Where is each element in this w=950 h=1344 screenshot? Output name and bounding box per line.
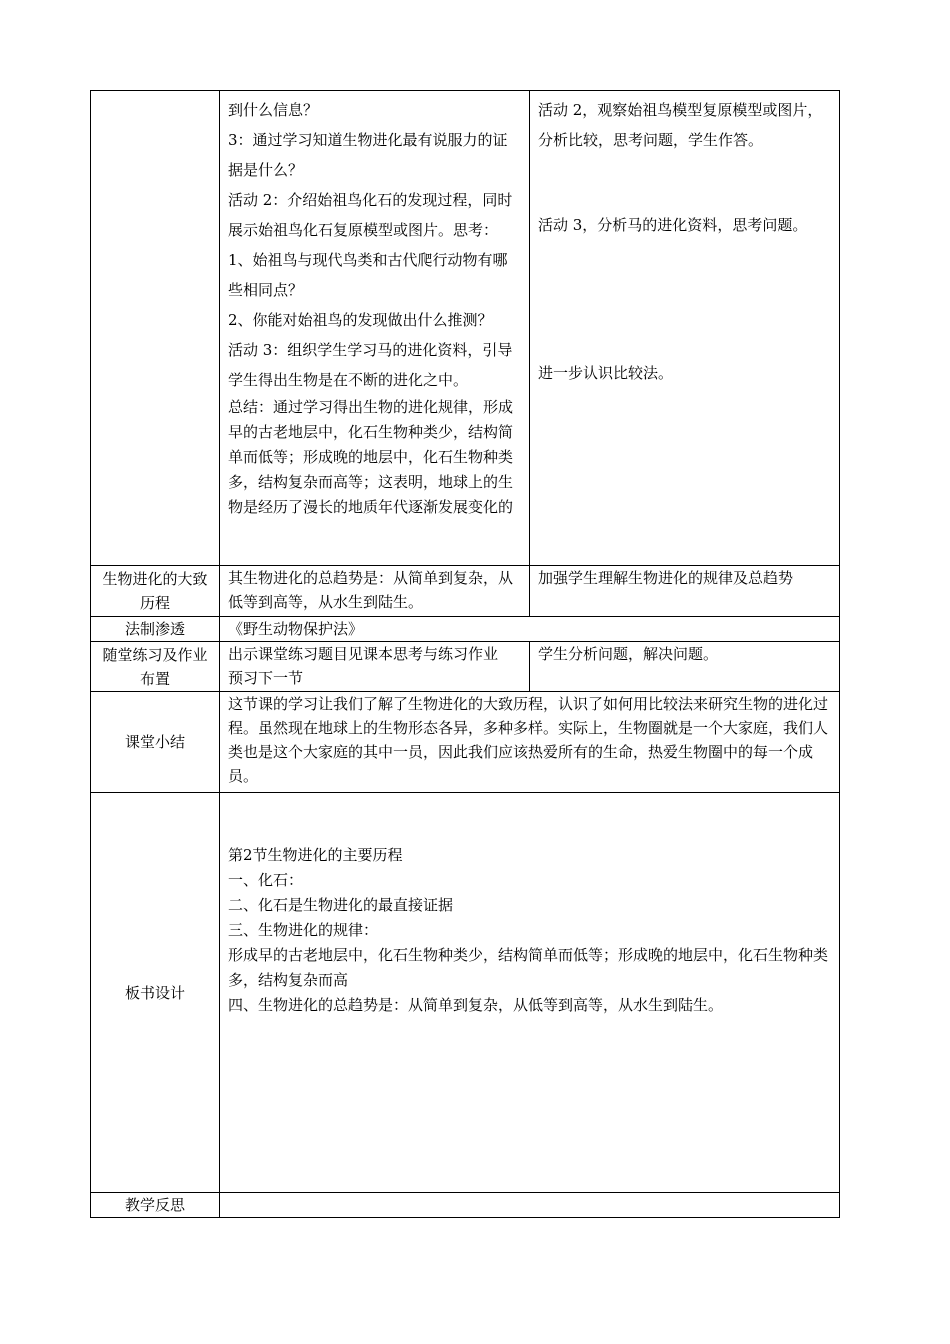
- practice-middle-cell: 出示课堂练习题目见课本思考与练习作业 预习下一节: [220, 642, 530, 692]
- teacher-line: 活动 3：组织学生学习马的进化资料，引导学生得出生物是在不断的进化之中。: [228, 341, 513, 389]
- law-row: [91, 617, 840, 642]
- row-label: 法制渗透: [91, 617, 220, 642]
- board-line: 三、生物进化的规律：: [228, 921, 379, 939]
- course-middle-cell: 其生物进化的总趋势是：从简单到复杂，从低等到高等，从水生到陆生。: [220, 566, 530, 617]
- row-label: 生物进化的大致历程: [91, 566, 220, 617]
- reflection-content-cell: [220, 1193, 840, 1218]
- student-line: 进一步认识比较法。: [538, 364, 674, 382]
- summary-row: [91, 692, 840, 793]
- course-row: [91, 566, 840, 617]
- teacher-line: 到什么信息？: [228, 101, 319, 119]
- activity-student-cell: [530, 91, 840, 566]
- board-line: 形成早的古老地层中，化石生物种类少，结构简单而低等；形成晚的地层中，化石生物种类多，结构复杂而高: [228, 946, 829, 989]
- row-label: 板书设计: [91, 793, 220, 1193]
- teacher-summary: 总结：通过学习得出生物的进化规律，形成早的古老地层中，化石生物种类少，结构简单而低等；形成晚的地层中，化石生物种类多，结构复杂而高等；这表明，地球上的生物是经历了漫长的地质年代逐渐发展变化的: [228, 398, 514, 516]
- summary-content-cell: 这节课的学习让我们了解了生物进化的大致历程，认识了如何用比较法来研究生物的进化过程。虽然现在地球上的生物形态各异，多种多样。实际上，生物圈就是一个大家庭，我们人类也是这个大家庭的其中一员，因此我们应该热爱所有的生命，热爱生物圈中的每一个成员。: [220, 692, 840, 793]
- lesson-plan-table: [90, 90, 840, 1218]
- board-line: 二、化石是生物进化的最直接证据: [228, 896, 454, 914]
- practice-row: [91, 642, 840, 692]
- board-row: [91, 793, 840, 1193]
- activity-row: [91, 91, 840, 566]
- teacher-line: 活动 2：介绍始祖鸟化石的发现过程，同时展示始祖鸟化石复原模型或图片。思考：1、始祖鸟与现代鸟类和古代爬行动物有哪些相同点？: [228, 191, 513, 299]
- board-line: 四、生物进化的总趋势是：从简单到复杂，从低等到高等，从水生到陆生。: [228, 996, 724, 1014]
- activity-teacher-cell: [220, 91, 530, 566]
- board-line: 一、化石：: [228, 871, 304, 889]
- law-content-cell: 《野生动物保护法》: [220, 617, 840, 642]
- row-label: 随堂练习及作业布置: [91, 642, 220, 692]
- row-label: 课堂小结: [91, 692, 220, 793]
- student-line: 活动 3，分析马的进化资料，思考问题。: [538, 216, 808, 234]
- row-label: 教学反思: [91, 1193, 220, 1218]
- board-line: 第2节生物进化的主要历程: [228, 846, 403, 864]
- practice-right-cell: 学生分析问题，解决问题。: [530, 642, 840, 692]
- activity-label-cell: [91, 91, 220, 566]
- reflection-row: [91, 1193, 840, 1218]
- course-right-cell: 加强学生理解生物进化的规律及总趋势: [530, 566, 840, 617]
- board-content-cell: [220, 793, 840, 1193]
- student-line: 活动 2，观察始祖鸟模型复原模型或图片，分析比较，思考问题，学生作答。: [538, 101, 823, 149]
- teacher-line: 3：通过学习知道生物进化最有说服力的证据是什么？: [228, 131, 508, 179]
- teacher-line: 2、你能对始祖鸟的发现做出什么推测？: [228, 311, 493, 329]
